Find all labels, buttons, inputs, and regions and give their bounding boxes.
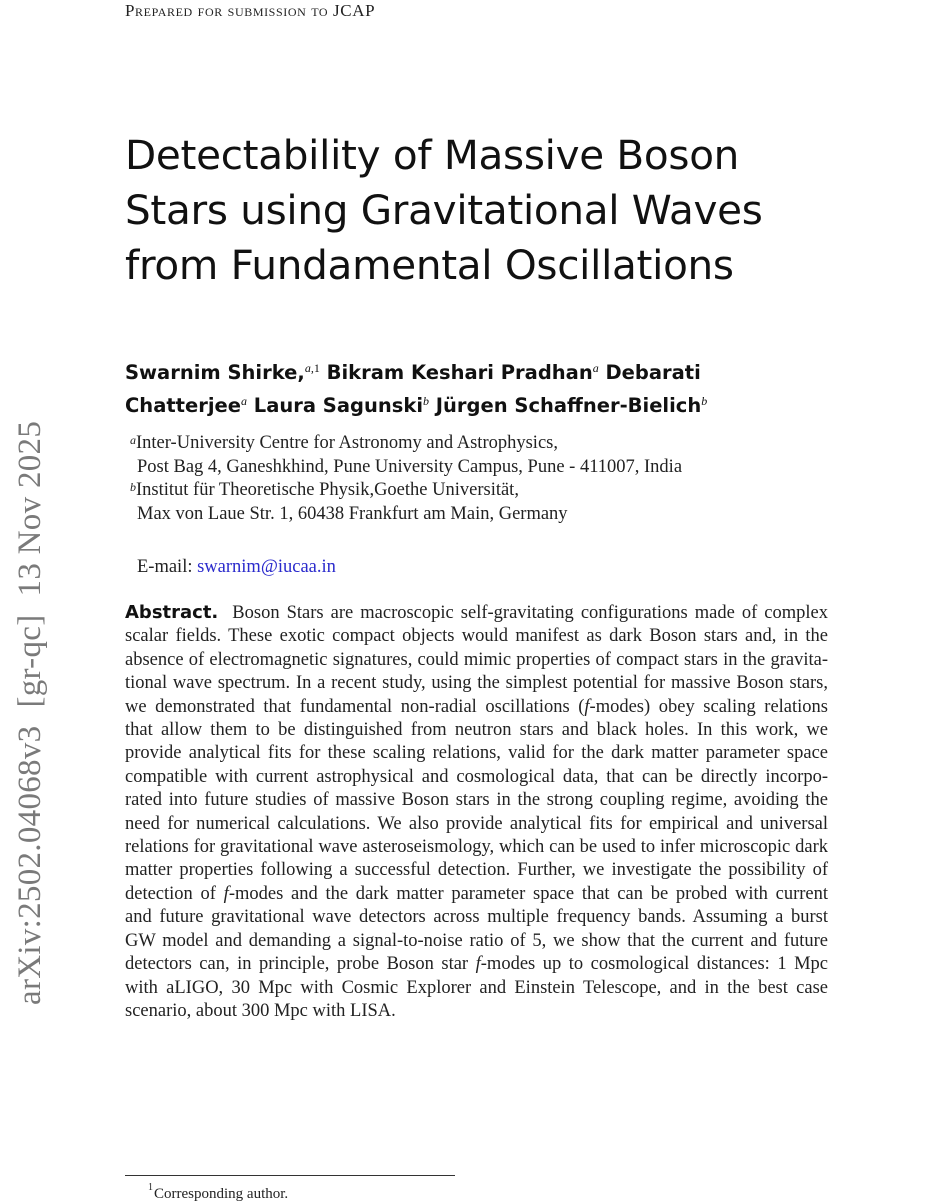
author-line <box>125 389 885 422</box>
abstract-label: Abstract. <box>125 602 219 623</box>
author-name: Bikram Keshari Pradhan <box>326 361 593 384</box>
footnote-mark: 1 <box>148 1182 153 1193</box>
abstract-line: scenario, about 300 Mpc with LISA. <box>125 1000 396 1021</box>
author-line <box>125 356 885 389</box>
footnote-text: Corresponding author. <box>154 1186 289 1202</box>
author-name-part: Debarati <box>605 361 701 384</box>
author-name: Swarnim Shirke, <box>125 361 305 384</box>
paper-title <box>125 128 905 293</box>
arxiv-date: 13 Nov 2025 <box>12 420 48 597</box>
abstract-line: matter properties following a successful detection. Further, we investigate the possibility of <box>125 860 828 881</box>
author-affil-mark: a <box>240 394 247 408</box>
abstract-line: relations for gravitational wave asteroseismology, which can be used to infer microscopic dark <box>125 837 828 858</box>
author-name-part: Chatterjee <box>125 394 241 417</box>
abstract-line: need for numerical calculations. We also provide analytical fits for empirical and universal <box>125 813 828 834</box>
abstract-line: we demonstrated that fundamental non-radial oscillations (f-modes) obey scaling relations <box>125 696 828 717</box>
abstract-line: tional wave spectrum. In a recent study, using the simplest potential for massive Boson stars, <box>125 673 828 694</box>
email-link[interactable]: swarnim@iucaa.in <box>197 557 336 577</box>
author-list <box>125 356 885 422</box>
affiliation-line: $^a$Inter-University Centre for Astronomy and Astrophysics, <box>130 433 558 453</box>
title-line: Detectability of Massive Boson <box>125 131 740 179</box>
abstract-line: Abstract. Boson Stars are macroscopic self-gravitating configurations made of complex <box>125 602 828 623</box>
abstract-line: rated into future studies of massive Boson stars in the strong coupling regime, avoiding the <box>125 790 828 811</box>
arxiv-id[interactable]: arXiv:2502.04068v3 <box>12 725 48 1005</box>
abstract-line: and future gravitational wave detectors across multiple frequency bands. Assuming a burst <box>125 907 828 928</box>
author-affil-mark: b <box>423 394 429 408</box>
abstract-line: absence of electromagnetic signatures, could mimic properties of compact stars in the gravita- <box>125 649 828 670</box>
affiliation-label: b <box>130 480 136 494</box>
abstract-line: that allow them to be distinguished from neutron stars and black holes. In this work, we <box>125 720 828 741</box>
email-line <box>137 556 336 579</box>
email-label: E-mail: <box>137 557 193 577</box>
affiliation-line: Max von Laue Str. 1, 60438 Frankfurt am Main, Germany <box>137 503 568 524</box>
abstract-line: provide analytical fits for these scaling relations, valid for the dark matter parameter space <box>125 743 828 764</box>
abstract-line: detection of f-modes and the dark matter parameter space that can be probed with current <box>125 883 828 904</box>
affiliation-line: Post Bag 4, Ganeshkhind, Pune University Campus, Pune - 411007, India <box>137 456 683 477</box>
author-name: Laura Sagunski <box>253 394 423 417</box>
author-affil-mark: b <box>701 394 708 408</box>
journal-header-note: Prepared for submission to JCAP <box>125 1 376 20</box>
abstract-line: scalar fields. These exotic compact objects would manifest as dark Boson stars and, in the <box>125 626 828 647</box>
abstract-line: detectors can, in principle, probe Boson star f-modes up to cosmological distances: 1 Mpc <box>125 954 829 975</box>
arxiv-category: [gr-qc] <box>12 614 48 708</box>
abstract-line: compatible with current astrophysical and cosmological data, that can be directly incorpo- <box>125 766 828 787</box>
affiliations <box>130 432 890 526</box>
author-affil-mark: a <box>592 361 599 375</box>
arxiv-stamp <box>8 285 52 1005</box>
abstract <box>125 601 828 1023</box>
abstract-line: GW model and demanding a signal-to-noise ratio of 5, we show that the current and future <box>125 930 828 951</box>
author-name: Jürgen Schaffner-Bielich <box>435 394 702 417</box>
abstract-line: with aLIGO, 30 Mpc with Cosmic Explorer and Einstein Telescope, and in the best case <box>125 977 828 998</box>
title-line: from Fundamental Oscillations <box>125 241 734 289</box>
affiliation-label: a <box>130 433 136 447</box>
footnote <box>148 1180 288 1204</box>
footnote-divider <box>125 1175 455 1176</box>
title-line: Stars using Gravitational Waves <box>125 186 763 234</box>
author-affil-mark: a,1 <box>304 361 320 375</box>
affiliation-line: $^b$Institut für Theoretische Physik,Goethe Universität, <box>130 480 519 500</box>
